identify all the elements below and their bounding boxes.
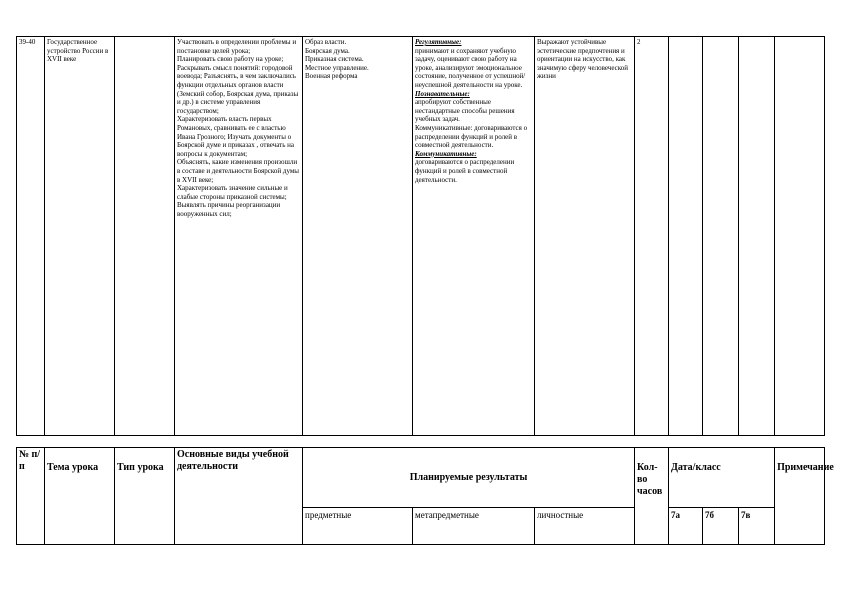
activities-cell (175, 37, 303, 436)
lesson-plan-table (16, 36, 825, 436)
lesson-topic: Государственное устройство России в XVII веке (45, 37, 115, 436)
date-cell (703, 37, 739, 436)
meta-text: Коммуникативные: договариваются о распределении функций и ролей в совместной деятельности. (415, 123, 528, 150)
header-subject: предметные (303, 508, 413, 545)
subject-item: Местное управление. (305, 63, 369, 72)
subject-item: Военная реформа (305, 72, 358, 81)
meta-text: апробируют собственные нестандартные способы решения учебных задач. (415, 98, 515, 124)
date-cell (669, 37, 703, 436)
subject-item: Образ власти. (305, 38, 347, 46)
activity-item: Раскрывать смысл понятий: городовой воевода; Разъяснять, в чем заключались функции отдельных органов власти (Земский собор, Боярская дума, приказы и др.) в системе управления государством; (177, 63, 299, 115)
header-dateclass: Дата/класс (669, 448, 775, 508)
activity-item: Объяснять, какие изменения произошли в составе и деятельности Боярской думы в XVII веке; (177, 158, 299, 184)
header-class-7v: 7в (739, 508, 775, 545)
activity-item: Характеризовать власть первых Романовых, сравнивать ее с властью Ивана Грозного; Изучать документы о Боярской думе и приказах , отвечать на вопросы к документам; (177, 115, 294, 158)
personal-results-cell: Выражают устойчивые эстетические предпочтения и ориентации на искусство, как значимую сферу человеческой жизни (535, 37, 635, 436)
activity-item: Участвовать в определении проблемы и постановке целей урока; (177, 38, 297, 55)
header-type: Тип урока (115, 448, 175, 545)
meta-results-cell (413, 37, 535, 436)
header-number: № п/п (17, 448, 45, 545)
header-results: Планируемые результаты (303, 448, 635, 508)
header-hours: Кол-во часов (635, 448, 669, 545)
activity-item: Выявлять причины реорганизации вооруженных сил; (177, 201, 281, 218)
subject-item: Боярская дума. (305, 46, 350, 55)
meta-label-regulative: Регулятивные: (415, 38, 462, 46)
lesson-type (115, 37, 175, 436)
lesson-number: 39-40 (17, 37, 45, 436)
header-topic: Тема урока (45, 448, 115, 545)
header-table (16, 447, 834, 545)
header-meta: метапредметные (413, 508, 535, 545)
activity-item: Планировать свою работу на уроке; (177, 55, 284, 64)
header-activities: Основные виды учебной деятельности (175, 448, 303, 545)
meta-label-communicative: Коммуникативные: (415, 149, 477, 158)
header-class-7b: 7б (703, 508, 739, 545)
hours-cell: 2 (635, 37, 669, 436)
header-class-7a: 7а (669, 508, 703, 545)
header-note: Примечание (775, 448, 825, 545)
subject-item: Приказная система. (305, 55, 364, 64)
meta-text: принимают и сохраняют учебную задачу, оценивают свою работу на уроке, анализируют эмоциональное состояние, полученное от успешной/неуспешной деятельности на уроке. (415, 46, 526, 89)
header-personal: личностные (535, 508, 635, 545)
activity-item: Характеризовать значение сильные и слабые стороны приказной системы; (177, 184, 288, 201)
meta-text: договариваются о распределении функций и ролей в совместной деятельности. (415, 158, 515, 184)
subject-results-cell (303, 37, 413, 436)
header-row (17, 448, 825, 508)
date-cell (739, 37, 775, 436)
lesson-row (17, 37, 825, 436)
note-cell (775, 37, 825, 436)
meta-label-cognitive: Познавательные: (415, 89, 470, 98)
